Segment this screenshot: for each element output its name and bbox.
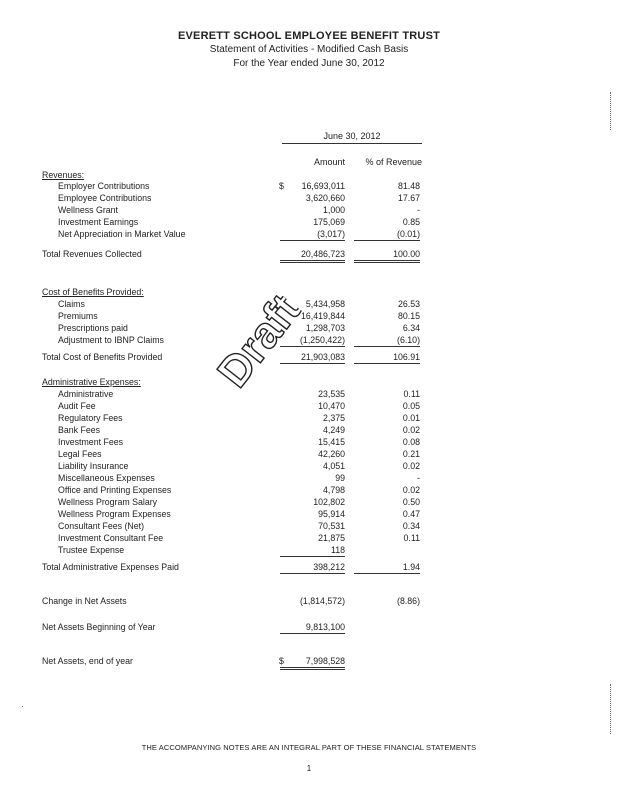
line-label: Investment Fees (58, 437, 124, 447)
line-amount: 10,470 (318, 401, 345, 411)
line-amount: 70,531 (318, 521, 345, 531)
line-amount: 3,620,660 (305, 193, 345, 203)
line-label: Trustee Expense (58, 545, 125, 555)
ending-label: Net Assets, end of year (42, 656, 133, 666)
currency-symbol: $ (279, 656, 284, 666)
table-row (0, 205, 618, 216)
total-amount: 20,486,723 (280, 249, 345, 263)
total-percent: 100.00 (354, 249, 420, 263)
scan-edge-mark (610, 92, 612, 130)
table-row (0, 193, 618, 204)
line-percent: 0.21 (402, 449, 420, 459)
line-label: Adjustment to IBNP Claims (58, 335, 164, 345)
line-label: Office and Printing Expenses (58, 485, 172, 495)
line-percent: 26.53 (397, 299, 420, 309)
line-label: Employee Contributions (58, 193, 152, 203)
table-row (0, 521, 618, 532)
line-percent: 0.50 (402, 497, 420, 507)
line-amount: 118 (280, 545, 345, 557)
total-row (0, 562, 618, 573)
line-label: Claims (58, 299, 85, 309)
page-number: 1 (306, 764, 312, 773)
revenues-heading-row (0, 170, 618, 181)
line-amount: 5,434,958 (305, 299, 345, 309)
line-label: Net Appreciation in Market Value (58, 229, 186, 239)
table-row (0, 299, 618, 310)
scan-speck (22, 706, 23, 707)
total-percent: 1.94 (354, 562, 420, 574)
table-row (0, 545, 618, 556)
report-period: For the Year ended June 30, 2012 (233, 58, 385, 69)
amount-column-header: Amount (313, 157, 345, 167)
line-label: Wellness Program Salary (58, 497, 158, 507)
line-percent: 0.02 (402, 485, 420, 495)
line-percent: - (417, 473, 420, 483)
line-label: Investment Earnings (58, 217, 139, 227)
table-row (0, 533, 618, 544)
change-percent: (8.86) (397, 596, 420, 606)
line-amount: 16,419,844 (300, 311, 345, 321)
column-period-header: June 30, 2012 (282, 131, 422, 144)
line-percent: 0.11 (403, 533, 420, 543)
line-percent: 0.11 (403, 389, 420, 399)
line-amount: 102,802 (313, 497, 345, 507)
table-row (0, 413, 618, 424)
table-row (0, 389, 618, 400)
benefits-heading-row (0, 287, 618, 298)
total-label: Total Administrative Expenses Paid (42, 562, 179, 572)
report-title: EVERETT SCHOOL EMPLOYEE BENEFIT TRUST (177, 30, 441, 42)
line-amount: 4,798 (322, 485, 345, 495)
line-label: Consultant Fees (Net) (58, 521, 145, 531)
line-percent: 6.34 (402, 323, 420, 333)
line-amount: 1,000 (322, 205, 345, 215)
line-percent: 0.08 (402, 437, 420, 447)
beginning-amount: 9,813,100 (280, 622, 345, 634)
line-amount: 16,693,011 (301, 181, 345, 191)
table-row (0, 437, 618, 448)
table-row (0, 425, 618, 436)
table-row (0, 335, 618, 346)
line-percent: (6.10) (354, 335, 420, 347)
line-label: Investment Consultant Fee (58, 533, 164, 543)
line-amount: 23,535 (318, 389, 345, 399)
line-percent: (0.01) (354, 229, 420, 241)
line-label: Miscellaneous Expenses (58, 473, 155, 483)
line-label: Audit Fee (58, 401, 96, 411)
total-percent: 106.91 (354, 352, 420, 364)
currency-symbol: $ (279, 181, 284, 191)
line-label: Premiums (58, 311, 98, 321)
line-percent: 81.48 (397, 181, 420, 191)
ending-amount: 7,998,528 (280, 656, 345, 670)
line-amount: 4,051 (322, 461, 345, 471)
line-amount: 4,249 (322, 425, 345, 435)
draft-watermark-text: Draft (208, 285, 311, 397)
admin-heading: Administrative Expenses: (42, 377, 141, 387)
total-amount: 21,903,083 (280, 352, 345, 364)
line-amount: (3,017) (280, 229, 345, 241)
percent-column-header: % of Revenue (365, 157, 422, 167)
line-label: Prescriptions paid (58, 323, 128, 333)
line-percent: 0.02 (402, 425, 420, 435)
beginning-label: Net Assets Beginning of Year (42, 622, 156, 632)
beginning-row (0, 622, 618, 633)
scan-edge-mark (610, 684, 612, 734)
table-row (0, 461, 618, 472)
line-label: Wellness Grant (58, 205, 118, 215)
line-label: Wellness Program Expenses (58, 509, 171, 519)
line-label: Administrative (58, 389, 114, 399)
revenues-heading: Revenues: (42, 170, 85, 180)
total-row (0, 249, 618, 260)
change-row (0, 596, 618, 607)
change-label: Change in Net Assets (42, 596, 127, 606)
line-percent: 0.85 (402, 217, 420, 227)
line-percent: 17.67 (397, 193, 420, 203)
table-row (0, 181, 618, 192)
table-row (0, 509, 618, 520)
line-amount: 21,875 (318, 533, 345, 543)
table-row (0, 323, 618, 334)
report-subtitle: Statement of Activities - Modified Cash Basis (209, 44, 409, 55)
line-amount: 175,069 (313, 217, 345, 227)
line-percent: 80.15 (397, 311, 420, 321)
table-row (0, 217, 618, 228)
line-label: Bank Fees (58, 425, 101, 435)
total-amount: 398,212 (280, 562, 345, 574)
line-amount: 2,375 (322, 413, 345, 423)
table-row (0, 485, 618, 496)
total-label: Total Cost of Benefits Provided (42, 352, 163, 362)
line-amount: 15,415 (318, 437, 345, 447)
line-percent: 0.02 (402, 461, 420, 471)
line-percent: 0.47 (402, 509, 420, 519)
line-percent: 0.34 (402, 521, 420, 531)
line-amount: 95,914 (318, 509, 345, 519)
line-amount: (1,250,422) (280, 335, 345, 347)
line-amount: 99 (335, 473, 345, 483)
admin-heading-row (0, 377, 618, 388)
line-amount: 1,298,703 (305, 323, 345, 333)
total-row (0, 352, 618, 363)
line-percent: 0.05 (402, 401, 420, 411)
table-row (0, 401, 618, 412)
line-percent: - (417, 205, 420, 215)
line-label: Liability Insurance (58, 461, 129, 471)
line-percent: 0.01 (402, 413, 420, 423)
line-amount: 42,260 (318, 449, 345, 459)
table-row (0, 497, 618, 508)
table-row (0, 229, 618, 240)
line-label: Legal Fees (58, 449, 102, 459)
change-amount: (1,814,572) (300, 596, 345, 606)
total-label: Total Revenues Collected (42, 249, 142, 259)
table-row (0, 473, 618, 484)
footer-note: THE ACCOMPANYING NOTES ARE AN INTEGRAL PART OF THESE FINANCIAL STATEMENTS (141, 743, 477, 752)
ending-row (0, 656, 618, 667)
table-row (0, 449, 618, 460)
benefits-heading: Cost of Benefits Provided: (42, 287, 144, 297)
line-label: Employer Contributions (58, 181, 150, 191)
line-label: Regulatory Fees (58, 413, 123, 423)
